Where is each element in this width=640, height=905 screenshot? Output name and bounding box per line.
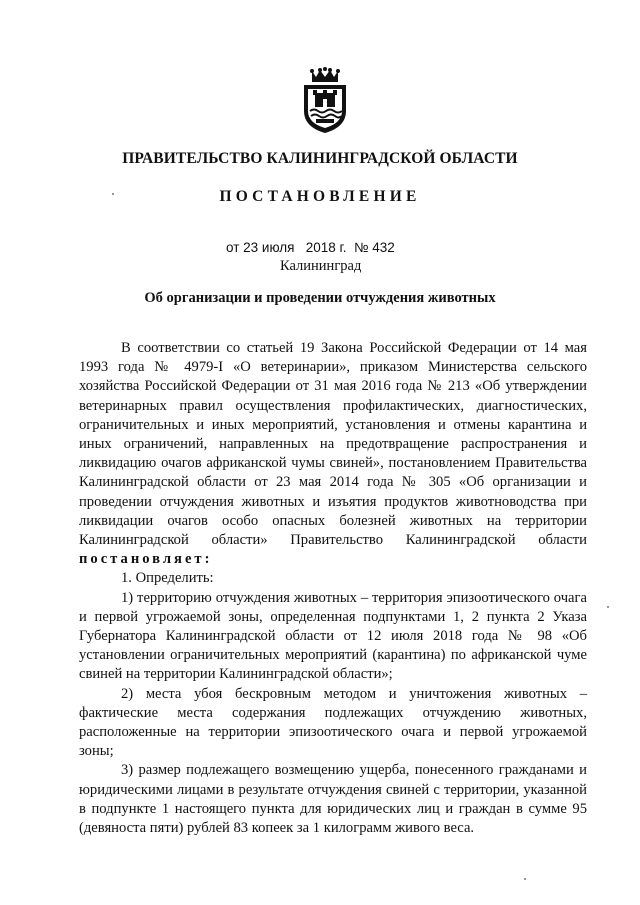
document-type: ПОСТАНОВЛЕНИЕ xyxy=(219,188,421,205)
item-1-2: 2) места убоя бескровным методом и уничтожения животных – фактические места содержания подлежащих отчуждению животных, расположенные на территории эпизоотического очага и первой угрожаемой зоны; xyxy=(79,685,587,760)
preamble-paragraph xyxy=(79,339,587,569)
scan-speck xyxy=(112,193,114,195)
item-1-3: 3) размер подлежащего возмещению ущерба, понесенного гражданами и юридическими лицами в результате отчуждения свиней с территории, указанной в подпункте 1 настоящего пункта для юридических лиц и граждан в сумме 95 (девяноста пяти) рублей 83 копеек за 1 килограмм живого веса. xyxy=(79,762,587,837)
decree-word: постановляет: xyxy=(79,551,213,568)
scan-speck xyxy=(524,878,526,880)
document-title: Об организации и проведении отчуждения животных xyxy=(144,290,496,306)
city-name: Калининград xyxy=(280,258,362,274)
item-1-1: 1) территорию отчуждения животных – территория эпизоотического очага и первой угрожаемой зоны, определенная подпунктами 1, 2 пункта 2 Указа Губернатора Калининградской области от 12 июля 2018 года № 98 «Об установлении ограничительных мероприятий (карантина) по африканской чуме свиней на территории Калининградской области»; xyxy=(79,589,587,683)
item-1: 1. Определить: xyxy=(121,570,214,587)
coat-of-arms-icon xyxy=(298,67,352,135)
document-body xyxy=(79,339,587,838)
scan-speck xyxy=(607,606,609,608)
organization-heading: ПРАВИТЕЛЬСТВО КАЛИНИНГРАДСКОЙ ОБЛАСТИ xyxy=(122,150,518,167)
preamble-text: В соответствии со статьей 19 Закона Российской Федерации от 14 мая 1993 года № 4979-I «О ветеринарии», приказом Министерства сельского хозяйства Российской Федерации от 31 мая 2016 года № 213 «Об утверждении ветеринарных правил осуществления профилактических, диагностических, ограничительных и иных мероприятий, установления и отмены карантина и иных ограничений, направленных на предотвращение распространения и ликвидацию очагов африканской чумы свиней», постановлением Правительства Калининградской области от 23 мая 2014 года № 305 «Об организации и проведении отчуждения животных и изъятия продуктов животноводства при ликвидации очагов особо опасных болезней животных на территории Калининградской области» Правительство Калининградской области xyxy=(79,340,587,549)
date-number-line: от 23 июля 2018 г. № 432 xyxy=(226,240,395,255)
